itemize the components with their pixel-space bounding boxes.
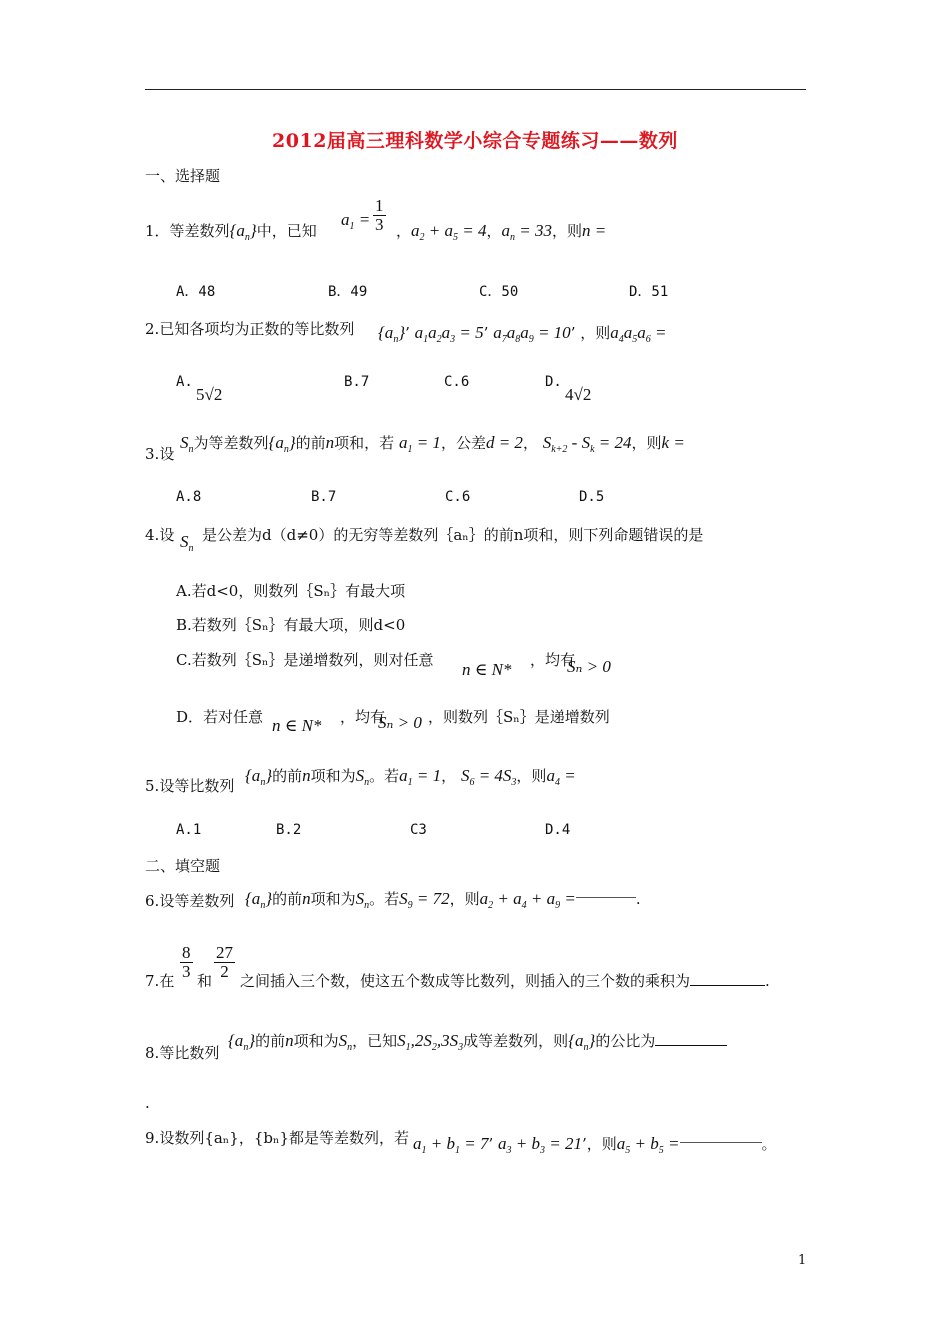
option-d: D.4 [545, 822, 571, 838]
option-d: D．51 [629, 284, 669, 300]
option-c: C.6 [444, 374, 470, 390]
question-4: 4.设 [145, 526, 175, 544]
section-heading-fill: 二、填空题 [145, 857, 221, 875]
question-text: 之间插入三个数，使这五个数成等比数列，则插入的三个数的乘积为 . [240, 972, 770, 990]
formula-row: $\{a_n\}$的前n项和为$S_n$。若$a_1 = 1$， $S_6 = 4S_3$，则$a_4$ = [245, 766, 576, 788]
question-3 [145, 443, 174, 464]
option-c: C.若数列｛Sₙ｝是递增数列，则对任意 [176, 651, 434, 669]
question-5: 5.设等比数列 [145, 777, 235, 795]
option-d-value: 4√2 [565, 385, 592, 404]
option-a: A.1 [176, 822, 202, 838]
question-text: 和 [197, 972, 213, 990]
fraction-8-3: $\frac{8}{3}$ [182, 943, 191, 981]
option-d-text: ，则数列｛Sₙ｝是递增数列 [428, 708, 610, 726]
option-b: B．49 [328, 284, 368, 300]
option-d: D. [545, 374, 562, 390]
option-a: A. [176, 374, 193, 390]
formula-n-in-N: n ∈ N* [462, 660, 512, 679]
trailing-period: . [145, 1094, 150, 1112]
formula-a1: $a_1$ = [341, 210, 371, 232]
option-d: D．若对任意 [176, 708, 264, 726]
answer-blank [690, 985, 765, 986]
formula-row: $\{a_n\}$的前n项和为$S_n$，已知$S_1,2S_2,3S_3$成等差数列，则$\{a_n\}$的公比为 [228, 1030, 727, 1053]
option-b: B.2 [276, 822, 302, 838]
question-text: 设 [159, 445, 175, 463]
formula-row: $a_1 + b_1 = 7$’ $a_3 + b_3 = 21$’，则$a_5 + b_5$ = 。 [413, 1134, 777, 1156]
header-rule [145, 89, 806, 90]
formula-row: $\{a_n\}$的前n项和为$S_n$。若$S_9 = 72$，则$a_2 + a_4 + a_9$ = . [245, 889, 641, 911]
question-9: 9.设数列{aₙ}，{bₙ}都是等差数列，若 [145, 1129, 410, 1147]
option-b: B.7 [311, 489, 337, 505]
formula-conditions: ，$a_2 + a_5 = 4$，$a_n = 33$，则n = [396, 221, 607, 243]
option-c: C3 [410, 822, 427, 838]
option-d: D.5 [579, 489, 605, 505]
page-number: 1 [798, 1253, 807, 1268]
formula-sn: $S_n$ [180, 532, 194, 554]
option-a: A.若d<0，则数列｛Sₙ｝有最大项 [176, 582, 406, 600]
question-text: 等差数列 [169, 222, 230, 240]
fraction-one-third: $\frac{1}{3}$ [375, 196, 384, 234]
answer-blank [680, 1142, 762, 1143]
answer-blank [576, 897, 636, 898]
option-a-value: 5√2 [196, 385, 223, 404]
answer-blank [655, 1045, 727, 1046]
question-number: 1． [145, 222, 170, 240]
question-2 [145, 318, 354, 339]
formula-row: $S_n$为等差数列$\{a_n\}$的前n项和，若 $a_1 = 1$，公差d = 2， $S_{k+2} - S_k = 24$，则k = [180, 433, 685, 455]
option-b: B.7 [344, 374, 370, 390]
question-7: 7.在 [145, 972, 175, 990]
option-a: A.8 [176, 489, 202, 505]
option-c-text: ，均有 [530, 651, 576, 669]
option-b: B.若数列｛Sₙ｝有最大项，则d<0 [176, 616, 406, 634]
question-number: 2. [145, 320, 160, 338]
question-text: 已知各项均为正数的等比数列 [159, 320, 355, 338]
page-title: 2012届高三理科数学小综合专题练习——数列 [272, 130, 678, 152]
option-c: C.6 [445, 489, 471, 505]
formula-conditions: $\{a_n\}$’ $a_1a_2a_3 = 5$’ $a_7a_8a_9 = 10$’ ，则$a_4a_5a_6$ = [378, 323, 667, 345]
question-number: 3. [145, 445, 160, 463]
fraction-27-2: $\frac{27}{2}$ [216, 943, 233, 981]
option-c: C．50 [479, 284, 519, 300]
question-1 [145, 220, 317, 243]
section-heading-choice: 一、选择题 [145, 167, 221, 185]
question-text: 中，已知 [256, 222, 317, 240]
option-a: A．48 [176, 284, 216, 300]
question-6: 6.设等差数列 [145, 892, 235, 910]
formula-sn-positive: Sₙ > 0 [567, 657, 611, 676]
formula-sn-positive: Sₙ > 0 [378, 713, 422, 732]
option-d-text: ，均有 [340, 708, 386, 726]
formula-n-in-N: n ∈ N* [272, 716, 322, 735]
question-text: 是公差为d（d≠0）的无穷等差数列｛aₙ｝的前n项和，则下列命题错误的是 [202, 526, 704, 544]
sequence-an: $\{a_n\}$ [229, 221, 257, 243]
question-8: 8.等比数列 [145, 1044, 220, 1062]
